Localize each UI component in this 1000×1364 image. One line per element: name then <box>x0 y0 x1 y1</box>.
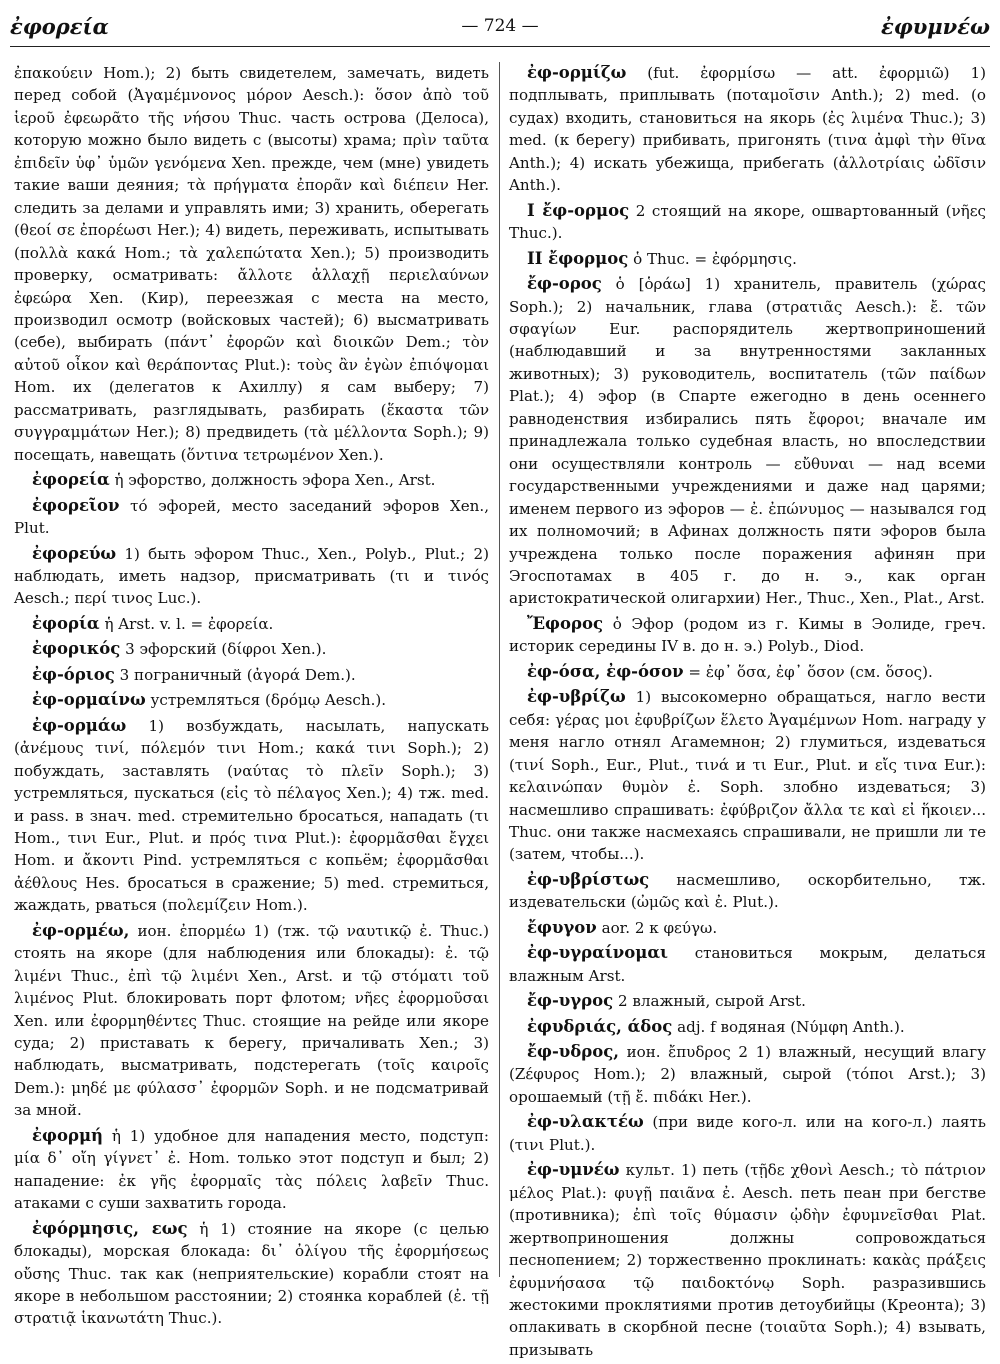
entry-headword: Ἔφορος <box>527 613 603 633</box>
entry-definition: ἐπακούειν Hom.); 2) быть свидетелем, замечать, видеть перед собой (Ἀγαμέμνονος μόρον Aesch.): ὅσον ἀπὸ τοῦ ἱεροῦ ἐφεωρᾶτο τῆς νήσου Thuc. часть острова (Делоса), которую можно было видеть с (высоты) храма; πρὶν ταῦτα ἐπιδεῖν ὑφ᾽ ὑμῶν γενόμενα Xen. прежде, чем (мне) увидеть такие ваши деяния; τὰ πρήγματα ἐπορᾶν καὶ διέπειν Her. следить за делами и управлять ими; 3) хранить, оберегать (θεοί σε ἐπορέωσι Her.); 4) видеть, переживать, испытывать (πολλὰ κακά Hom.; τὰ χαλεπώτατα Xen.); 5) производить проверку, осматривать: ἄλλοτε ἀλλαχῇ περιελαύνων ἐφεώρα Xen. (Кир), переезжая с места на место, производил осмотр (войсковых частей); 6) высматривать (себе), выбирать (πάντ᾽ ἐφορῶν καὶ διοικῶν Dem.; τὸν αὐτοῦ οἶκον καὶ θεράποντας Plut.): τοὺς ἂν ἐγὼν ἐπιόψομαι Hom. их (делегатов к Ахиллу) я сам выберу; 7) рассматривать, разглядывать, разбирать (ἕκαστα τῶν συγγραμμάτων Her.); 8) предвидеть (τὰ μέλλοντα Soph.); 9) посещать, навещать (ὅντινα τετρωμένον Xen.). <box>14 64 489 464</box>
right-running-headword: ἐφυμνέω <box>880 14 990 39</box>
dictionary-entry <box>509 661 986 683</box>
dictionary-entry <box>509 1041 986 1108</box>
entry-headword: ἐφ-ορμίζω <box>527 63 627 82</box>
entry-definition: adj. f водяная (Νύμφη Anth.). <box>677 1017 905 1036</box>
entry-definition: ἡ 1) удобное для нападения место, подступ: μία δ᾽ οἴη γίγνετ᾽ ἐ. Hom. только этот подступ и был; 2) нападение: ἐκ γῆς ἐφορμαῖς τὰς πόλεις λαβεῖν Thuc. атаками с суши захватить города. <box>14 1126 489 1213</box>
entry-headword: ἐφορεῖον <box>32 495 120 515</box>
entry-headword: ἐφορμή <box>32 1125 104 1145</box>
entry-definition: ион. ἐπορμέω 1) (тж. τῷ ναυτικῷ ἐ. Thuc.) стоять на якоре (для наблюдения или блокады): ἐ. τῷ λιμένι Thuc., ἐπὶ τῷ λιμένι Xen., Arst. и τῷ στόματι τοῦ λιμένος Plut. блокировать порт флотом; νῆες ἐφορμοῦσαι Xen. или ἐφορμηθέντες Thuc. стоящие на рейде или якоре суда; 2) приставать к берегу, причаливать Xen.; 3) наблюдать, высматривать, подстерегать (τοῖς καιροῖς Dem.): μηδέ με φύλασσ᾽ ἐφορμῶν Soph. и не подсматривай за мной. <box>14 921 489 1120</box>
page-header <box>10 14 990 44</box>
entry-headword: ἐφορικός <box>32 639 121 659</box>
entry-definition: ὁ [ὁράω] 1) хранитель, правитель (χώρας Soph.); 2) начальник, глава (στρατιᾶς Aesch.): ἔ. τῶν σφαγίων Eur. распорядитель жертвоприношений (наблюдавший и за внутренностями закланных животных); 3) руководитель, воспитатель (τῶν παίδων Plat.); 4) эфор (в Спарте ежегодно в день осеннего равноденствия избирались пять ἔφοροι; вначале им принадлежала только судебная власть, но впоследствии они осуществляли контроль — εὔθυναι — над всеми государственными учреждениями и даже над царями; именем первого из эфоров — ἐ. ἐπώνυμος — назывался год их полномочий; в Афинах должность пяти эфоров была учреждена только после поражения афинян при Эгоспотамах в 405 г. до н. э., как орган аристократической олигархии) Her., Thuc., Xen., Plat., Arst. <box>509 275 986 608</box>
dictionary-entry <box>14 638 489 660</box>
left-column <box>14 62 489 1333</box>
entry-definition: 1) быть эфором Thuc., Xen., Polyb., Plut.; 2) наблюдать, иметь надзор, присматривать (τι и τινός Aesch.; περί τινος Luc.). <box>14 544 489 608</box>
entry-headword: ἐφυδριάς, άδος <box>527 1016 673 1036</box>
entry-headword: ἐφορεύω <box>32 543 117 563</box>
entry-definition: ион. ἔπυδρος 2 1) влажный, несущий влагу (Ζέφυρος Hom.); 2) влажный, сырой (τόποι Arst.); 3) орошаемый (τῇ ἔ. πιδάκι Her.). <box>509 1043 986 1106</box>
dictionary-entry <box>14 715 489 917</box>
dictionary-entry <box>509 869 986 914</box>
entry-headword: ἐφ-υλακτέω <box>527 1112 644 1132</box>
entry-headword: ἐφορεία <box>32 470 110 490</box>
entry-definition: 3 эфорский (δίφροι Xen.). <box>125 640 327 659</box>
dictionary-entry <box>14 664 489 686</box>
entry-headword: ἐφορία <box>32 613 100 633</box>
entry-definition: (при виде кого-л. или на кого-л.) лаять (τινι Plut.). <box>509 1113 986 1154</box>
entry-headword: ἐφ-υβρίστως <box>527 869 650 889</box>
column-divider <box>499 62 500 1277</box>
entry-definition: 3 пограничный (ἀγορά Dem.). <box>119 665 356 684</box>
dictionary-entry <box>14 495 489 540</box>
entry-definition: ἡ эфорство, должность эфора Xen., Arst. <box>114 471 436 490</box>
entry-definition: aor. 2 к φεύγω. <box>601 918 718 937</box>
entry-definition: 1) высокомерно обращаться, нагло вести себя: γέρας μοι ἐφυβρίζων ἕλετο Ἀγαμέμνων Hom. награду у меня нагло отнял Агамемнон; 2) глумиться, издеваться (τινί Soph., Eur., Plut., τινά и τι Eur., Plut. и εἴς τινα Eur.): κελαινώπαν θυμὸν ἐ. Soph. злобно издеваться; 3) насмешливо спрашивать: ἐφύβριζον ἄλλα τε καὶ εἰ ἥκοιεν... Thuc. они также насмехаясь спрашивали, не пришли ли те (затем, чтобы...). <box>509 688 986 864</box>
dictionary-entry <box>14 543 489 610</box>
entry-definition: (fut. ἐφορμίσω — att. ἐφορμιῶ) 1) подплывать, приплывать (ποταμοῖσιν Anth.); 2) med. (о судах) входить, становиться на якорь (ἐς λιμένα Thuc.); 3) med. (к берегу) прибивать, пригонять (τινα ἀμφὶ τὴν θῖνα Anth.); 4) искать убежища, прибегать (ἀλλοτρίαις ὠδῖσιν Anth.). <box>509 64 986 195</box>
dictionary-entry <box>14 920 489 1122</box>
dictionary-entry <box>509 686 986 866</box>
entry-headword: ἐφ-υγραίνομαι <box>527 943 669 963</box>
header-rule <box>10 46 990 47</box>
left-running-headword: ἐφορεία <box>10 14 109 39</box>
entry-definition: ἡ 1) стояние на якоре (с целью блокады), морская блокада: δι᾽ ὀλίγου τῆς ἐφορμήσεως οὔσης Thuc. так как (неприятельские) корабли стоят на якоре в небольшом расстоянии; 2) стоянка кораблей (ἐ. τῇ στρατιᾷ ἱκανωτάτη Thuc.). <box>14 1219 489 1328</box>
entry-definition: ὁ Thuc. = ἐφόρμησις. <box>633 249 797 268</box>
dictionary-entry <box>509 1159 986 1361</box>
entry-headword: ἐφόρμησις, εως <box>32 1218 188 1238</box>
entry-definition: 1) возбуждать, насылать, напускать (ἀνέμους τινί, πόλεμόν τινι Hom.; κακά τινι Soph.); 2) побуждать, заставлять (ναύτας τὸ πλεῖν Soph.); 3) устремляться, пускаться (εἰς τὸ πέλαγος Xen.); 4) тж. med. и pass. в знач. med. стремительно бросаться, нападать (τι Hom., τινι Eur., Plut. и πρός τινα Plut.): ἐφορμᾶσθαι ἔγχει Hom. и ἄκοντι Pind. устремляться с копьём; ἐφορμᾶσθαι ἀέθλους Hes. бросаться в сражение; 5) med. стремиться, жаждать, рваться (πολεμίζειν Hom.). <box>14 716 489 915</box>
entry-headword: ἐφ-υβρίζω <box>527 687 626 707</box>
entry-headword: ἐφ-ορμάω <box>32 715 127 735</box>
entry-definition: насмешливо, оскорбительно, тж. издевательски (ὠμῶς καὶ ἐ. Plut.). <box>509 870 986 912</box>
page-number: — 724 — <box>461 16 539 36</box>
dictionary-entry <box>509 613 986 658</box>
entry-headword: ἔφ-υδρος, <box>527 1042 620 1062</box>
entry-headword: ἔφ-ορος <box>527 274 602 294</box>
entry-headword: ἔφ-υγρος <box>527 991 614 1011</box>
dictionary-entry <box>509 248 986 270</box>
entry-headword: ἐφ-ορμέω, <box>32 920 130 940</box>
entry-headword: ἐφ-όσα, ἐφ-όσον <box>527 661 684 681</box>
dictionary-entry <box>509 200 986 245</box>
entry-headword: I ἔφ-ορμος <box>527 200 630 220</box>
entry-headword: ἐφ-υμνέω <box>527 1160 620 1180</box>
entry-definition: = ἐφ᾽ ὅσα, ἐφ᾽ ὅσον (см. ὅσος). <box>688 662 933 681</box>
entry-definition: ὁ Эфор (родом из г. Кимы в Эолиде, греч. историк середины IV в. до н. э.) Polyb., Diod. <box>509 614 986 656</box>
right-column <box>509 62 986 1364</box>
entry-definition: ἡ Arst. v. l. = ἐφορεία. <box>104 614 274 633</box>
entry-headword: ἐφ-ορμαίνω <box>32 690 146 710</box>
dictionary-entry <box>509 942 986 987</box>
dictionary-entry <box>509 917 986 939</box>
dictionary-entry <box>14 62 489 466</box>
dictionary-entry <box>509 990 986 1012</box>
entry-definition: τό эфорей, место заседаний эфоров Xen., Plut. <box>14 496 489 538</box>
dictionary-entry <box>509 62 986 197</box>
entry-definition: устремляться (δρόμῳ Aesch.). <box>150 691 387 710</box>
dictionary-entry <box>14 689 489 711</box>
dictionary-entry <box>14 1218 489 1330</box>
dictionary-entry <box>509 1111 986 1156</box>
entry-definition: 2 стоящий на якоре, ошвартованный (νῆες Thuc.). <box>509 201 986 243</box>
dictionary-entry <box>14 469 489 491</box>
entry-definition: культ. 1) петь (τῇδε χθονὶ Aesch.; τὸ πάτριον μέλος Plat.): φυγῇ παιᾶνα ἐ. Aesch. петь пеан при бегстве (противника); ἐπὶ τοῖς θύμασιν ᾠδὴν ἐφυμνεῖσθαι Plat. жертвоприношения должны сопровождаться песнопением; 2) торжественно проклинать: κακὰς πράξεις ἐφυμνήσασα τῷ παιδοκτόνῳ Soph. разразившись жестокими проклятиями против детоубийцы (Креонта); 3) оплакивать в скорбной песне (τοιαῦτα Soph.); 4) взывать, призывать <box>509 1161 986 1359</box>
entry-headword: II ἔφορμος <box>527 248 629 268</box>
dictionary-entry <box>14 1125 489 1215</box>
dictionary-entry <box>509 273 986 610</box>
entry-definition: становиться мокрым, делаться влажным Arst. <box>509 944 986 985</box>
entry-headword: ἐφ-όριος <box>32 664 115 684</box>
dictionary-entry <box>509 1016 986 1038</box>
dictionary-entry <box>14 613 489 635</box>
entry-headword: ἔφυγον <box>527 917 597 937</box>
entry-definition: 2 влажный, сырой Arst. <box>618 992 806 1011</box>
